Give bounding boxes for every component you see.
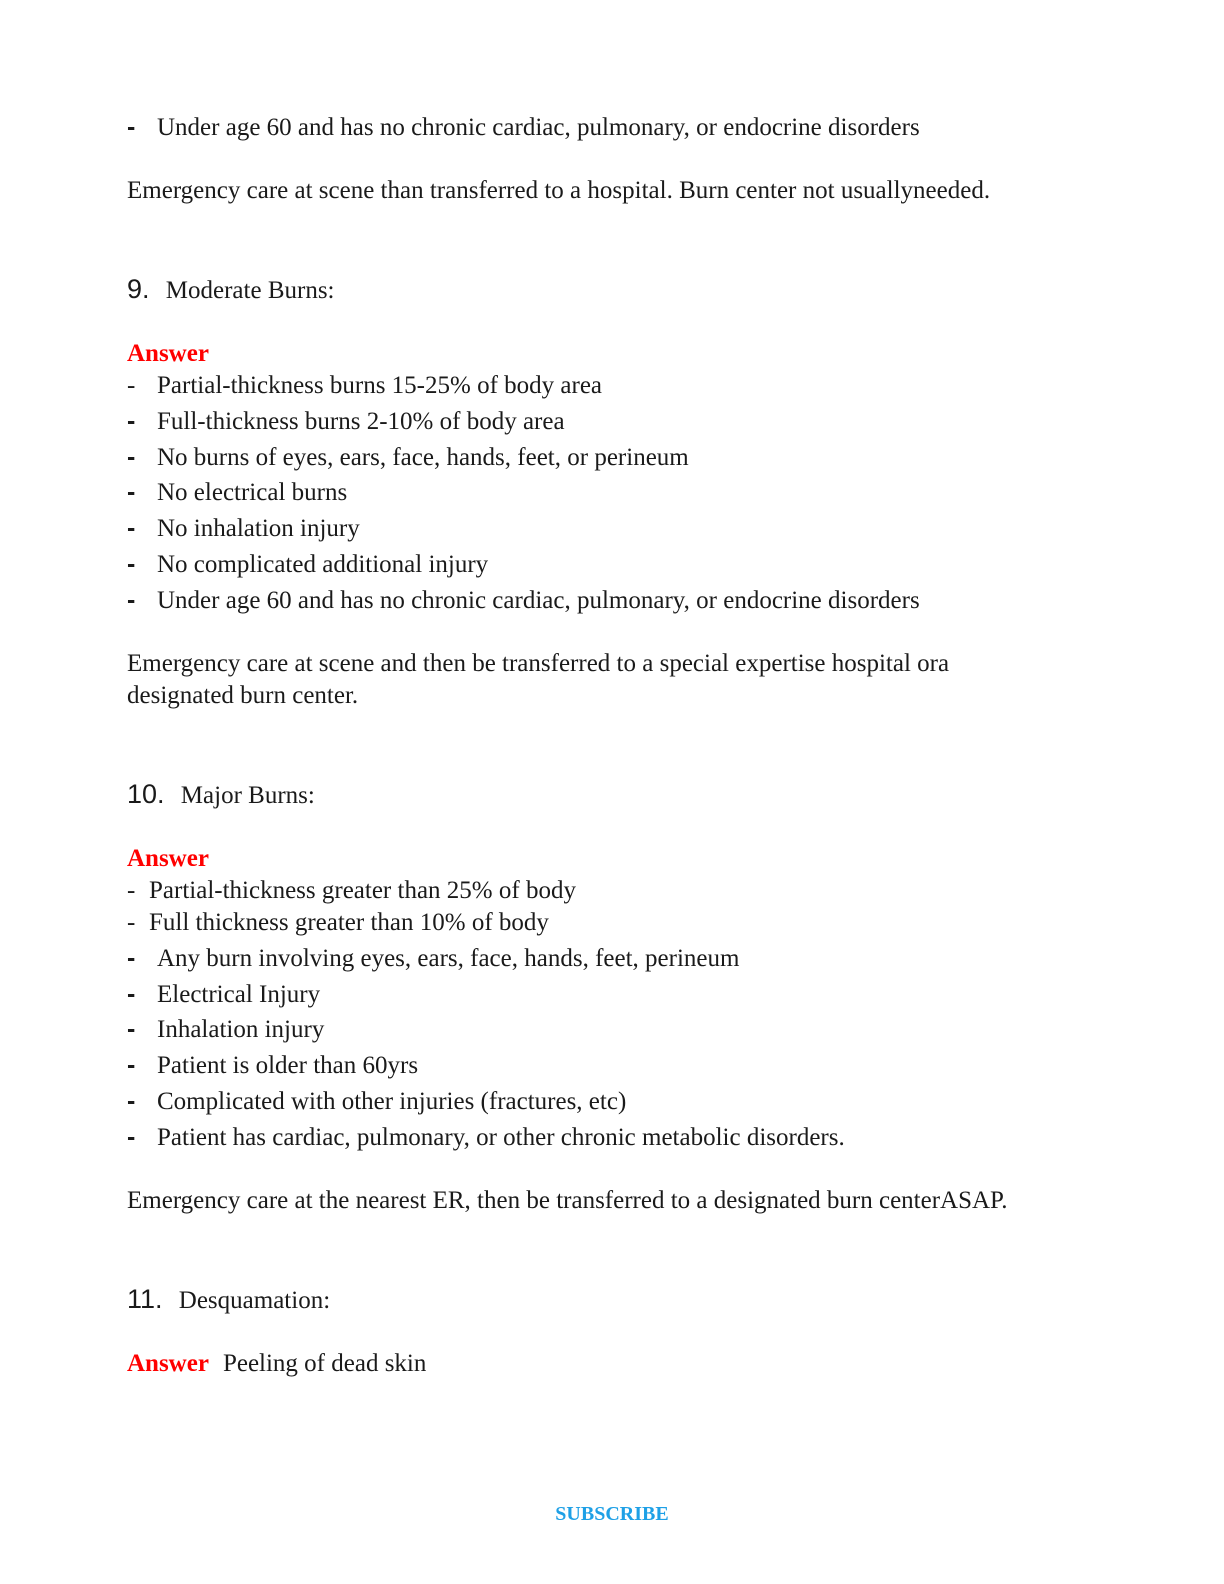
bullet-dash: -: [127, 407, 136, 435]
list-item-text: Electrical Injury: [157, 981, 321, 1008]
bullet-dash: -: [127, 944, 136, 972]
list-item-text: No inhalation injury: [157, 515, 360, 542]
list-item: [127, 111, 920, 144]
list-item: [127, 875, 576, 907]
list-item: [127, 441, 689, 474]
list-item: [127, 907, 549, 939]
list-item: [127, 584, 920, 617]
list-item-text: No complicated additional injury: [157, 551, 489, 578]
list-item-text: Full-thickness burns 2-10% of body area: [157, 408, 565, 435]
list-item-text: No electrical burns: [157, 479, 348, 506]
list-item: [127, 978, 320, 1011]
bullet-dash: -: [127, 909, 136, 936]
paragraph-line: Emergency care at scene and then be transferred to a special expertise hospital ora: [127, 650, 950, 677]
list-item-text: Partial-thickness greater than 25% of body: [149, 877, 576, 904]
list-item-text: Partial-thickness burns 15-25% of body area: [157, 372, 603, 399]
list-item: [127, 370, 602, 402]
question-heading: [127, 778, 315, 812]
bullet-dash: -: [127, 980, 136, 1008]
bullet-dash: -: [127, 1087, 136, 1115]
list-item: [127, 942, 739, 975]
question-title: Moderate Burns:: [165, 277, 335, 304]
bullet-dash: -: [127, 550, 136, 578]
answer-label: Answer: [127, 340, 209, 367]
bullet-dash: -: [127, 1051, 136, 1079]
bullet-dash: -: [127, 443, 136, 471]
question-number: 10.: [127, 779, 165, 809]
question-heading: [127, 1283, 330, 1317]
paragraph-line: designated burn center.: [127, 682, 359, 709]
list-item-text: Under age 60 and has no chronic cardiac, pulmonary, or endocrine disorders: [157, 587, 920, 614]
question-title: Major Burns:: [180, 782, 315, 809]
list-item-text: No burns of eyes, ears, face, hands, feet, or perineum: [157, 444, 689, 471]
paragraph: Emergency care at the nearest ER, then be transferred to a designated burn centerASAP.: [127, 1187, 1008, 1214]
bullet-dash: -: [127, 478, 136, 506]
list-item-text: Any burn involving eyes, ears, face, hands, feet, perineum: [157, 945, 740, 972]
list-item-text: Patient has cardiac, pulmonary, or other chronic metabolic disorders.: [157, 1124, 845, 1151]
list-item-text: Under age 60 and has no chronic cardiac, pulmonary, or endocrine disorders: [157, 114, 920, 141]
bullet-dash: -: [127, 586, 136, 614]
bullet-dash: -: [127, 113, 136, 141]
list-item: [127, 405, 565, 438]
bullet-dash: -: [127, 877, 136, 904]
bullet-dash: -: [127, 372, 136, 399]
list-item-text: Patient is older than 60yrs: [157, 1052, 419, 1079]
answer-label: Answer: [127, 1350, 209, 1377]
question-number: 9.: [127, 274, 150, 304]
subscribe-link[interactable]: SUBSCRIBE: [555, 1503, 669, 1525]
list-item: [127, 1013, 324, 1046]
list-item: [127, 548, 488, 581]
answer-row: [127, 1348, 426, 1380]
list-item-text: Full thickness greater than 10% of body: [149, 909, 549, 936]
answer-text: Peeling of dead skin: [222, 1350, 427, 1377]
list-item-text: Inhalation injury: [157, 1016, 325, 1043]
list-item: [127, 1121, 845, 1154]
paragraph: Emergency care at scene than transferred to a hospital. Burn center not usuallyneeded.: [127, 177, 991, 204]
list-item: [127, 1049, 418, 1082]
bullet-dash: -: [127, 1015, 136, 1043]
list-item: [127, 476, 347, 509]
list-item: [127, 512, 360, 545]
question-heading: [127, 273, 335, 307]
answer-label: Answer: [127, 845, 209, 872]
bullet-dash: -: [127, 514, 136, 542]
list-item: [127, 1085, 626, 1118]
list-item-text: Complicated with other injuries (fractures, etc): [157, 1088, 627, 1115]
bullet-dash: -: [127, 1123, 136, 1151]
question-title: Desquamation:: [178, 1287, 331, 1314]
question-number: 11.: [127, 1284, 163, 1314]
